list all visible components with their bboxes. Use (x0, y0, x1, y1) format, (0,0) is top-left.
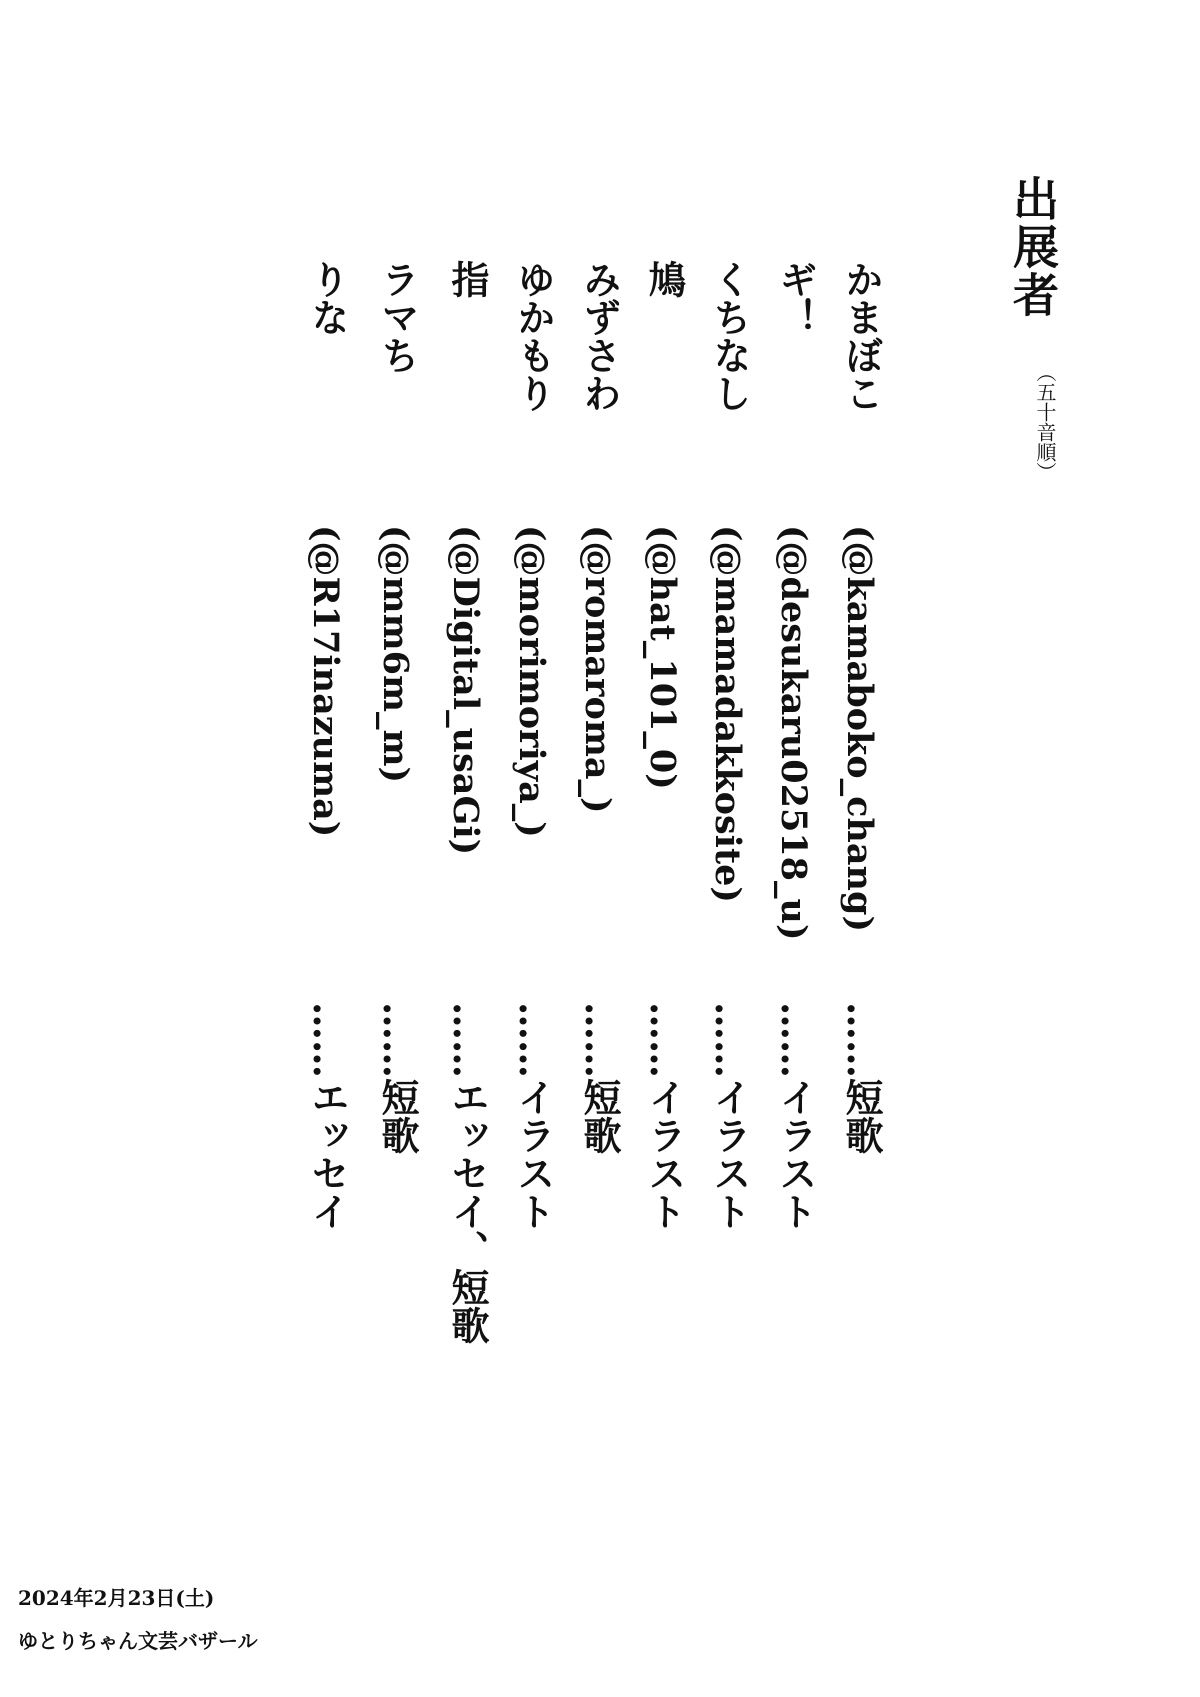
exhibitor-genre: ……エッセイ (305, 1002, 350, 1230)
exhibitor-handle: (@R17inazuma) (305, 525, 346, 838)
exhibitor-handle: (@morimoriya_) (511, 525, 552, 838)
exhibitor-handle: (@hat_101_0) (642, 525, 683, 790)
exhibitor-handle: (@mamadakkosite) (707, 525, 748, 903)
exhibitor-genre: ……エッセイ、短歌 (445, 1002, 490, 1344)
exhibitor-name: 鳩 (642, 260, 687, 298)
exhibitor-name: かまぼこ (839, 260, 884, 412)
exhibitor-handle: (@mm6m_m) (375, 525, 416, 784)
exhibitor-name: りな (305, 260, 350, 336)
page-title: 出展者 (1006, 175, 1060, 319)
exhibitor-name: ゆかもり (511, 260, 556, 412)
event-name: ゆとりちゃん文芸バザール (18, 1629, 258, 1653)
exhibitor-genre: ……イラスト (642, 1002, 687, 1230)
exhibitor-genre: ……イラスト (707, 1002, 752, 1230)
exhibitor-name: みずさわ (577, 260, 622, 412)
exhibitor-genre: ……イラスト (511, 1002, 556, 1230)
event-date: 2024年2月23日(土) (18, 1586, 215, 1610)
exhibitor-genre: ……イラスト (773, 1002, 818, 1230)
exhibitor-handle: (@romaroma_) (577, 525, 618, 814)
exhibitor-handle: (@kamaboko_chang) (839, 525, 880, 933)
exhibitor-genre: ……短歌 (839, 1002, 884, 1154)
exhibitor-genre: ……短歌 (375, 1002, 420, 1154)
exhibitor-name: ラマち (375, 260, 420, 374)
page-subtitle: （五十音順） (1033, 362, 1057, 482)
exhibitor-genre: ……短歌 (577, 1002, 622, 1154)
exhibitor-handle: (@Digital_usaGi) (445, 525, 486, 856)
exhibitor-name: くちなし (707, 260, 752, 412)
exhibitor-name: ギ！ (773, 260, 818, 336)
exhibitor-name: 指 (445, 260, 490, 298)
exhibitor-handle: (@desukaru02518_u) (773, 525, 814, 941)
